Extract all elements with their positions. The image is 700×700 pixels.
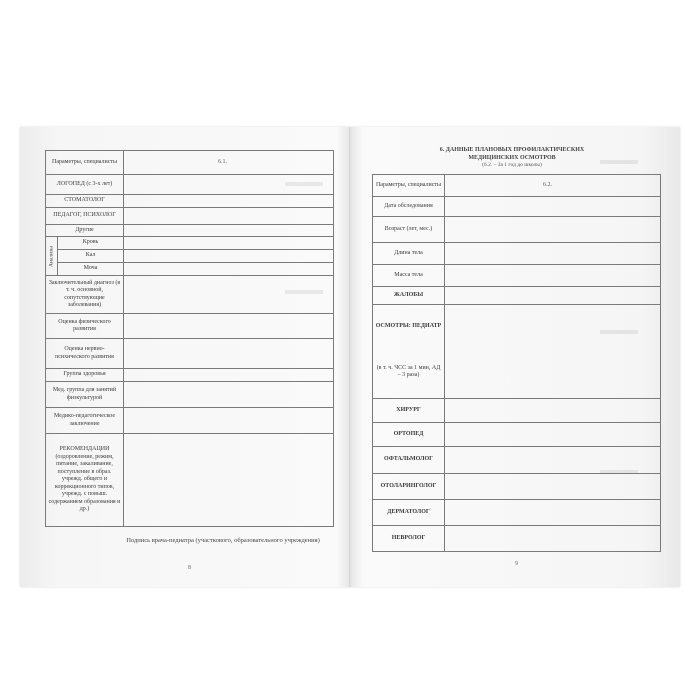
table-row <box>46 195 334 208</box>
row-label: ДЕРМАТОЛОГ <box>373 500 445 526</box>
table-row <box>46 250 334 263</box>
value-cell[interactable] <box>445 423 661 447</box>
row-label: Группа здоровья <box>46 369 124 382</box>
row-label: Параметры, специалисты <box>46 151 124 175</box>
value-cell[interactable] <box>445 287 661 305</box>
value-cell[interactable] <box>124 225 334 237</box>
table-row <box>46 434 334 527</box>
row-label: ОСМОТРЫ: ПЕДИАТР <box>375 323 442 330</box>
row-label: Оценка физического развития <box>46 314 124 339</box>
row-label: ОФТАЛЬМОЛОГ <box>373 447 445 474</box>
section-code: 6.1. <box>218 158 228 165</box>
table-row <box>46 175 334 195</box>
left-examination-table <box>45 150 334 527</box>
table-row <box>46 237 334 250</box>
table-row <box>46 208 334 225</box>
value-cell[interactable] <box>124 263 334 276</box>
row-label: Масса тела <box>373 265 445 287</box>
table-row <box>373 287 661 305</box>
page-number-left: 8 <box>188 565 191 571</box>
row-label: ХИРУРГ <box>373 399 445 423</box>
value-cell[interactable] <box>445 305 661 399</box>
value-cell[interactable] <box>445 197 661 217</box>
value-cell[interactable] <box>445 474 661 500</box>
table-row <box>373 217 661 243</box>
analyses-group-label: Анализы <box>46 237 58 276</box>
table-row <box>373 265 661 287</box>
page-number-right: 9 <box>515 561 518 567</box>
table-row <box>373 447 661 474</box>
row-label: Заключительный диагноз (в т. ч. основной, сопутствующие заболевания) <box>46 276 124 314</box>
value-cell[interactable] <box>445 243 661 265</box>
value-cell[interactable] <box>124 175 334 195</box>
table-row <box>373 500 661 526</box>
row-label: НЕВРОЛОГ <box>373 526 445 552</box>
row-label: Медико-педагогическое заключение <box>46 408 124 434</box>
table-row <box>46 276 334 314</box>
section-title-line: МЕДИЦИНСКИХ ОСМОТРОВ <box>468 155 556 162</box>
value-cell[interactable] <box>124 434 334 527</box>
row-label: ЖАЛОБЫ <box>373 287 445 305</box>
row-label: Моча <box>58 263 124 276</box>
table-row <box>373 423 661 447</box>
value-cell[interactable] <box>124 276 334 314</box>
value-cell[interactable] <box>124 208 334 225</box>
table-row <box>373 243 661 265</box>
table-row <box>46 151 334 175</box>
value-cell[interactable] <box>445 447 661 474</box>
table-row <box>373 526 661 552</box>
value-cell[interactable] <box>124 382 334 408</box>
right-examination-table <box>372 174 661 552</box>
value-cell[interactable] <box>445 500 661 526</box>
row-label: Параметры, специалисты <box>373 175 445 197</box>
row-label: Возраст (лет, мес.) <box>373 217 445 243</box>
row-label: ОРТОПЕД <box>373 423 445 447</box>
table-row <box>373 474 661 500</box>
value-cell[interactable] <box>445 399 661 423</box>
row-label: РЕКОМЕНДАЦИИ (оздоровление, режим, питание, закаливание, поступление в образ. учрежд. общего и коррекционного типов, учрежд. с повыш. содержанием образования и др.) <box>46 434 124 527</box>
table-row <box>46 339 334 369</box>
pediatrician-label-cell <box>373 305 445 399</box>
value-cell[interactable] <box>124 237 334 250</box>
section-code-cell[interactable] <box>445 175 661 197</box>
pediatrician-signature-line: Подпись врача-педиатра (участкового, образовательного учреждения) <box>126 537 320 544</box>
section-subtitle: (6.2. – За 1 год до школы) <box>482 162 542 168</box>
row-label: Мед. группа для занятий физкультурой <box>46 382 124 408</box>
row-label: Кровь <box>58 237 124 250</box>
table-row <box>46 263 334 276</box>
row-label: Оценка нервно-психического развития <box>46 339 124 369</box>
row-note: (в т. ч. ЧСС за 1 мин, АД – 3 раза) <box>376 364 441 379</box>
value-cell[interactable] <box>445 526 661 552</box>
row-label: Дата обследования <box>373 197 445 217</box>
section-code: 6.2. <box>543 181 552 188</box>
table-row <box>46 382 334 408</box>
table-row <box>373 305 661 399</box>
section-title-line: 6. ДАННЫЕ ПЛАНОВЫХ ПРОФИЛАКТИЧЕСКИХ <box>439 147 585 153</box>
value-cell[interactable] <box>124 195 334 208</box>
row-label: ЛОГОПЕД (с 3-х лет) <box>46 175 124 195</box>
row-label: Длина тела <box>373 243 445 265</box>
table-row <box>373 197 661 217</box>
value-cell[interactable] <box>124 250 334 263</box>
section-title <box>392 146 632 162</box>
value-cell[interactable] <box>445 217 661 243</box>
table-row <box>46 225 334 237</box>
section-code-cell[interactable] <box>124 151 334 175</box>
row-label: ОТОЛАРИНГОЛОГ <box>373 474 445 500</box>
table-row <box>46 408 334 434</box>
row-label: СТОМАТОЛОГ <box>46 195 124 208</box>
table-row <box>373 175 661 197</box>
value-cell[interactable] <box>445 265 661 287</box>
value-cell[interactable] <box>124 408 334 434</box>
value-cell[interactable] <box>124 369 334 382</box>
row-label: Кал <box>58 250 124 263</box>
value-cell[interactable] <box>124 314 334 339</box>
table-row <box>46 369 334 382</box>
table-row <box>373 399 661 423</box>
table-row <box>46 314 334 339</box>
value-cell[interactable] <box>124 339 334 369</box>
row-label: Другие <box>46 225 124 237</box>
row-label: ПЕДАГОГ, ПСИХОЛОГ <box>46 208 124 225</box>
booklet-gutter <box>349 127 352 587</box>
